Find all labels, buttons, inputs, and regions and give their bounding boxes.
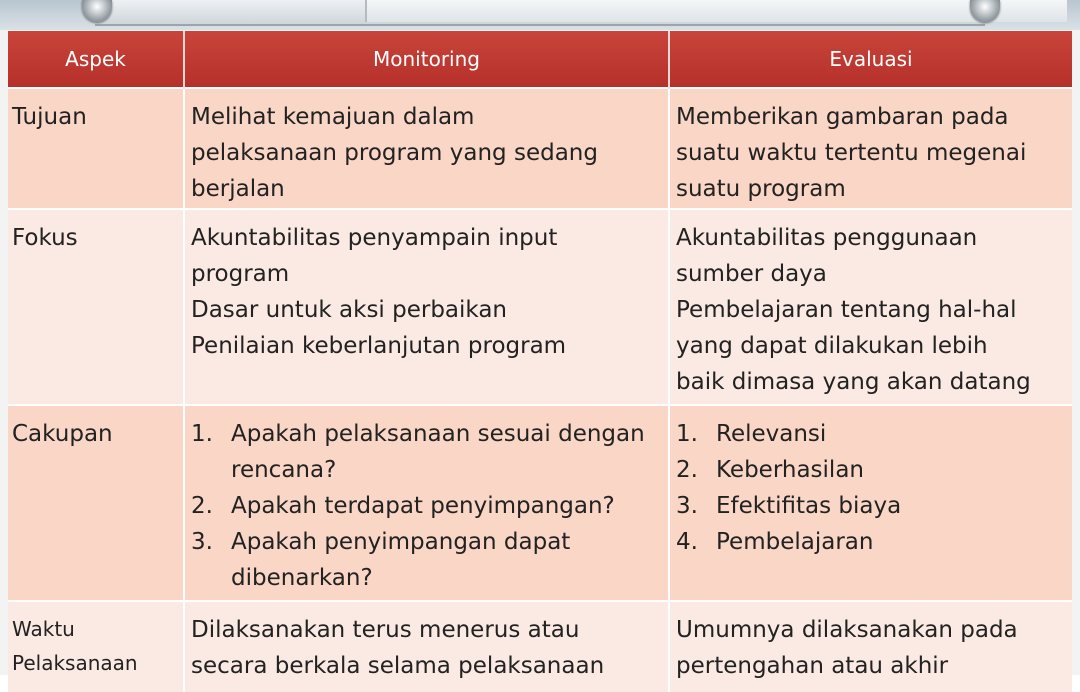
cell-text: Memberikan gambaran pada: [676, 104, 1009, 130]
list-number: 1.: [191, 421, 213, 447]
cell-text: Dilaksanakan terus menerus atau: [191, 617, 580, 643]
cell-text: baik dimasa yang akan datang: [676, 369, 1031, 395]
cell-text: Waktu: [12, 617, 75, 641]
cell-text: Pembelajaran tentang hal-hal: [676, 297, 1017, 323]
list-text: Keberhasilan: [716, 457, 864, 483]
header-row: [8, 31, 1072, 88]
list-number: 1.: [676, 421, 698, 447]
cell-aspek: [8, 601, 184, 692]
cell-evaluasi: [669, 209, 1072, 405]
cell-text: Penilaian keberlanjutan program: [191, 333, 567, 359]
list-item: [191, 488, 662, 524]
cell-text: Fokus: [12, 225, 78, 251]
list-number: 2.: [676, 457, 698, 483]
list-number: 3.: [676, 493, 698, 519]
top-plate-inner: [365, 0, 1067, 22]
table-row: [8, 88, 1072, 209]
comparison-table: [8, 31, 1072, 692]
list-text: Efektifitas biaya: [716, 493, 902, 519]
list-text: Apakah terdapat penyimpangan?: [231, 493, 615, 519]
list-text: Apakah penyimpangan dapat dibenarkan?: [231, 529, 571, 591]
cell-text: Akuntabilitas penyampain input: [191, 225, 558, 251]
cell-text: sumber daya: [676, 261, 827, 287]
table-row: [8, 405, 1072, 601]
cell-text: Pelaksanaan: [12, 651, 138, 675]
list-item: [191, 416, 662, 488]
cell-text: Melihat kemajuan dalam: [191, 104, 475, 130]
list-text: Apakah pelaksanaan sesuai dengan rencana?: [231, 421, 645, 483]
table-row: [8, 209, 1072, 405]
cell-aspek: [8, 405, 184, 601]
list-number: 3.: [191, 529, 213, 555]
list-item: [676, 416, 1066, 452]
list-item: [676, 524, 1066, 560]
cell-text: suatu program: [676, 176, 846, 202]
cell-text: secara berkala selama pelaksanaan: [191, 653, 605, 679]
top-plate: [95, 0, 985, 26]
cell-aspek: [8, 209, 184, 405]
table-row: [8, 601, 1072, 692]
cell-text: yang dapat dilakukan lebih: [676, 333, 988, 359]
cell-text: Akuntabilitas penggunaan: [676, 225, 978, 251]
cell-text: Umumnya dilaksanakan pada: [676, 617, 1018, 643]
cell-text: berjalan: [191, 176, 285, 202]
cell-text: Tujuan: [12, 104, 87, 130]
cell-evaluasi: [669, 88, 1072, 209]
list-text: Pembelajaran: [716, 529, 874, 555]
cell-monitoring: [184, 601, 669, 692]
list-item: [676, 452, 1066, 488]
list-item: [191, 524, 662, 596]
list-number: 2.: [191, 493, 213, 519]
cell-aspek: [8, 88, 184, 209]
cell-monitoring: [184, 209, 669, 405]
cell-monitoring: [184, 405, 669, 601]
cell-text: program: [191, 261, 290, 287]
cell-text: suatu waktu tertentu megenai: [676, 140, 1027, 166]
cell-text: Cakupan: [12, 421, 113, 447]
cell-evaluasi: [669, 405, 1072, 601]
cell-text: pelaksanaan program yang sedang: [191, 140, 598, 166]
header-aspek: Aspek: [8, 31, 184, 88]
list-number: 4.: [676, 529, 698, 555]
header-monitoring: Monitoring: [184, 31, 669, 88]
cell-text: pertengahan atau akhir: [676, 653, 949, 679]
list-item: [676, 488, 1066, 524]
header-evaluasi: Evaluasi: [669, 31, 1072, 88]
cell-text: Dasar untuk aksi perbaikan: [191, 297, 508, 323]
cell-monitoring: [184, 88, 669, 209]
list-text: Relevansi: [716, 421, 827, 447]
cell-evaluasi: [669, 601, 1072, 692]
top-bar: [0, 0, 1080, 30]
